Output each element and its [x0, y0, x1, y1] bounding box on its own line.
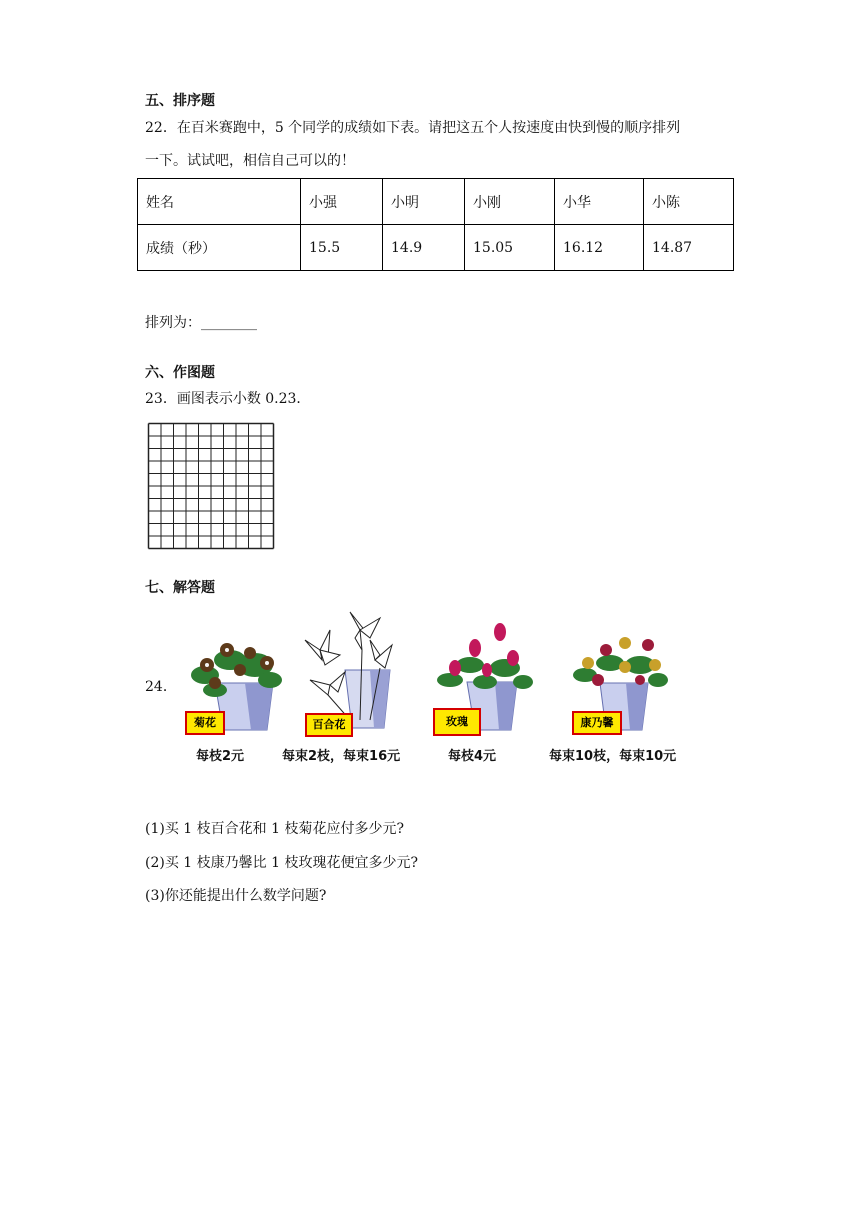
flower-label-chrysanthemum: 菊花 — [185, 711, 225, 735]
question-23: 23．画图表示小数 0.23． — [145, 391, 311, 407]
table-cell: 15.5 — [301, 225, 383, 271]
table-cell: 小华 — [555, 179, 644, 225]
table-cell: 15.05 — [465, 225, 555, 271]
question-24-number: 24． — [145, 679, 177, 695]
sub-question-1: (1)买 1 枝百合花和 1 枝菊花应付多少元? — [145, 821, 404, 837]
question-22-line-1: 22．在百米赛跑中，5 个同学的成绩如下表。请把这五个人按速度由快到慢的顺序排列 — [145, 120, 681, 136]
table-row — [138, 179, 734, 225]
table-row — [138, 225, 734, 271]
section-7-title: 七、解答题 — [145, 580, 215, 596]
answer-prompt: 排列为：________ — [145, 315, 257, 331]
table-cell: 姓名 — [138, 179, 301, 225]
table-cell: 小刚 — [465, 179, 555, 225]
table-cell: 小陈 — [644, 179, 734, 225]
flower-label-lily: 百合花 — [305, 713, 353, 737]
question-22-line-2: 一下。试试吧，相信自己可以的！ — [145, 153, 355, 169]
flower-price-chrysanthemum: 每枝2元 — [196, 749, 245, 764]
section-5-title: 五、排序题 — [145, 93, 215, 109]
hundred-grid[interactable] — [147, 422, 275, 554]
table-cell: 小明 — [383, 179, 465, 225]
flower-label-rose: 玫瑰 — [433, 708, 481, 736]
table-cell: 14.9 — [383, 225, 465, 271]
sub-question-2: (2)买 1 枝康乃馨比 1 枝玫瑰花便宜多少元? — [145, 855, 418, 871]
table-cell: 14.87 — [644, 225, 734, 271]
flower-price-rose: 每枝4元 — [448, 749, 497, 764]
flower-price-carnation: 每束10枝，每束10元 — [549, 749, 677, 764]
scores-table — [137, 178, 734, 271]
table-cell: 16.12 — [555, 225, 644, 271]
section-6-title: 六、作图题 — [145, 365, 215, 381]
sub-question-3: (3)你还能提出什么数学问题? — [145, 888, 327, 904]
table-cell: 小强 — [301, 179, 383, 225]
flower-price-lily: 每束2枝，每束16元 — [282, 749, 401, 764]
flower-label-carnation: 康乃馨 — [572, 711, 622, 735]
table-cell: 成绩（秒） — [138, 225, 301, 271]
